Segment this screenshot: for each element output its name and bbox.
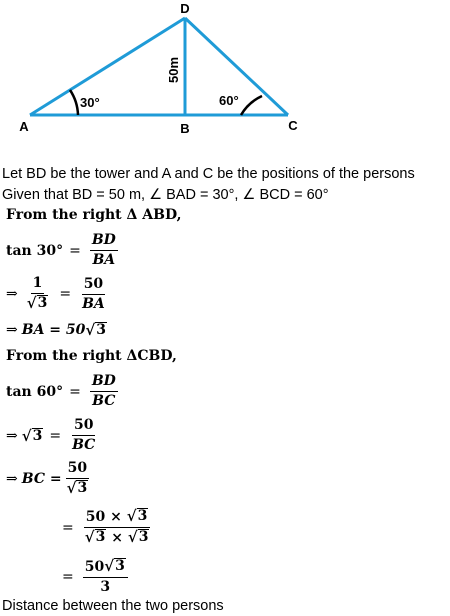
- label-b: B: [180, 121, 190, 136]
- fraction-50-ba: $\frac{50}{BA}$: [82, 275, 105, 312]
- label-c: C: [288, 118, 298, 133]
- line-ad: [30, 18, 185, 115]
- fraction-bd-ba: $\frac{BD}{BA}$: [91, 232, 116, 268]
- step-ba-result: ⇒ BA = 50 √ 3: [6, 321, 106, 339]
- angle-arc-c: [241, 96, 262, 115]
- step-root3-eq: ⇒ √ 3 = $\frac{50}{BC}$: [6, 417, 96, 453]
- tower-diagram: [0, 0, 450, 140]
- label-a: A: [19, 119, 29, 134]
- bottom-partial-line: Distance between the two persons: [2, 598, 224, 614]
- intro-line-1: Let BD be the tower and A and C be the positions of the persons: [2, 166, 415, 182]
- fraction-1-root3: 1 √ 3: [26, 275, 48, 312]
- step-from-cbd: From the right ΔCBD,: [6, 348, 177, 364]
- step-bc-final: = 50 √ 3 3: [56, 558, 131, 596]
- step-tan60: tan 60° = $\frac{BD}{BC}$: [6, 373, 116, 409]
- fraction-bd-bc: $\frac{BD}{BC}$: [91, 373, 116, 409]
- fraction-50root3-3: 50 √ 3 3: [83, 558, 128, 596]
- step-tan30: tan 30° = $\frac{BD}{BA}$: [6, 232, 116, 268]
- fraction-50-bc: $\frac{50}{BC}$: [72, 417, 96, 453]
- label-angle-c: 60°: [219, 93, 239, 108]
- step-bc-eq: ⇒ BC = 50 √ 3: [6, 460, 93, 498]
- intro-line-2: Given that BD = 50 m, ∠ BAD = 30°, ∠ BCD = 60°: [2, 187, 329, 203]
- label-d: D: [180, 1, 190, 16]
- step-from-abd: From the right Δ ABD,: [6, 207, 182, 223]
- fraction-rationalize: 50 × √ 3 √ 3 × √ 3: [84, 507, 149, 546]
- fraction-50-root3: 50 √ 3: [66, 460, 88, 497]
- step-one-over-root3: ⇒ 1 √ 3 = $\frac{50}{BA}$: [6, 275, 105, 312]
- step-rationalize: = 50 × √ 3 √ 3 × √ 3: [56, 508, 154, 547]
- angle-arc-a: [70, 90, 78, 115]
- label-height: 50m: [166, 56, 181, 84]
- label-angle-a: 30°: [80, 95, 100, 110]
